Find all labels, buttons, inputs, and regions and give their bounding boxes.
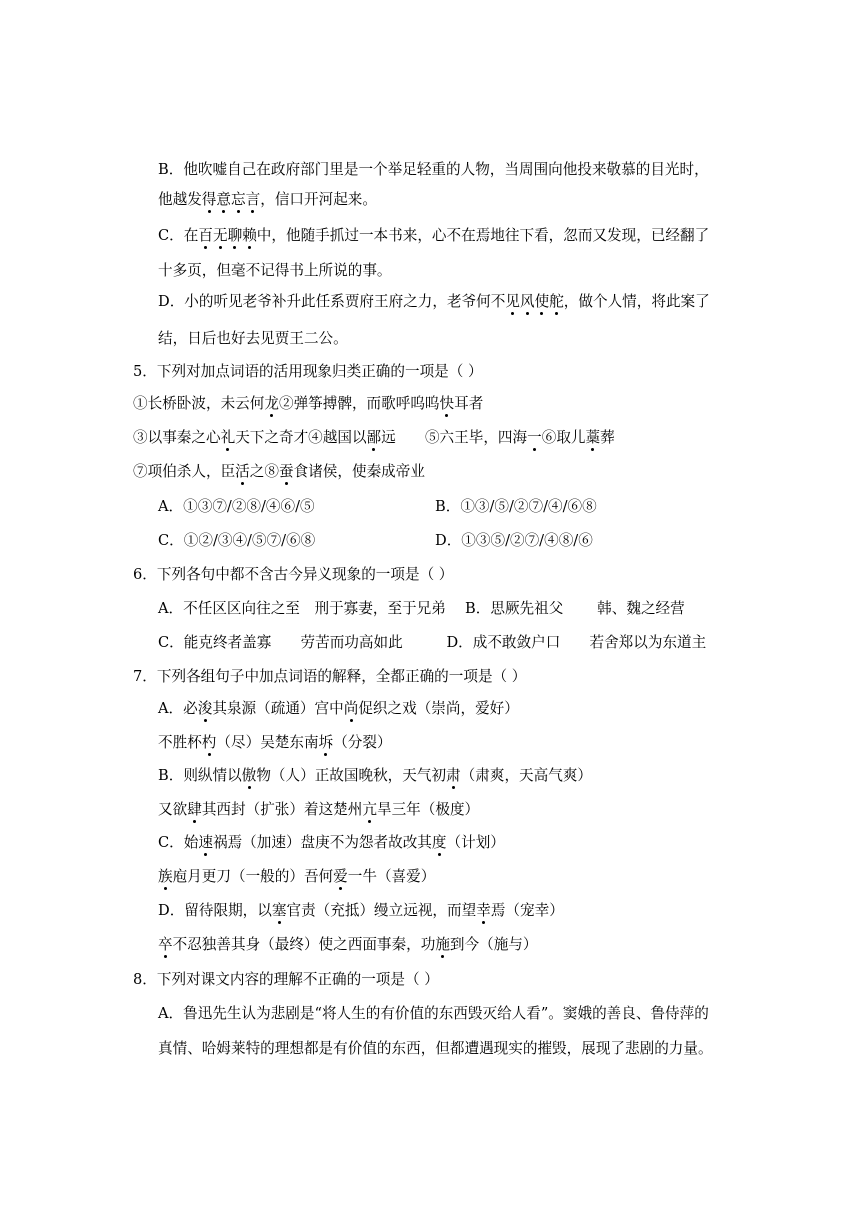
dotted-char: 礼 [220,429,236,446]
q4-option-d-line2: 结，日后也好去见贾王二公。 [158,330,348,347]
dotted-char: 忘 [231,191,246,208]
dotted-char: 坼 [318,734,334,751]
dotted-char: 使 [534,293,550,310]
dotted-char: 尚 [343,700,359,717]
dotted-char: 肆 [187,801,202,818]
dotted-char: 百 [198,227,213,244]
q4-option-b-line1: B．他吹嘘自己在政府部门里是一个举足轻重的人物，当周围向他投来敬慕的目光时， [158,161,709,178]
q7-line8: 卒不忍独善其身（最终）使之西面事秦，功施到今（施与） [158,936,538,953]
dotted-char: 活 [235,463,250,480]
dotted-char: 蚕 [278,463,294,480]
dotted-char: 幸 [476,902,491,919]
dotted-char: 快 [439,395,455,412]
q7-line5: C．始速祸焉（加速）盘庚不为怨者故改其度（计划） [158,834,505,851]
q8-option-a-line2: 真情、哈姆莱特的理想都是有价值的东西，但都遭遇现实的摧毁，展现了悲剧的力量。 [158,1040,713,1057]
q6-options-row2: C．能克终者盖寡 劳苦而功高如此 D．成不敢敛户口 若舍郑以为东道主 [158,634,707,651]
q5-option-b: B．①③/⑤/②⑦/④/⑥⑧ [435,498,597,515]
dotted-char: 聊 [227,227,243,244]
dotted-char: 爱 [333,868,348,885]
dotted-char: 见 [505,293,520,310]
dotted-char: 得 [201,191,217,208]
q7-line6: 族庖月更刀（一般的）吾何爱一牛（喜爱） [158,868,436,885]
dotted-char: 速 [198,834,213,851]
dotted-char: 言 [245,191,261,208]
dotted-char: 施 [435,936,450,953]
q6-stem: 6．下列各句中都不含古今异义现象的一项是（ ） [133,566,454,583]
dotted-char: 卒 [158,936,173,953]
q4-option-c-line2: 十多页，但毫不记得书上所说的事。 [158,262,392,279]
q5-option-c: C．①②/③④/⑤⑦/⑥⑧ [158,532,316,549]
dotted-char: 塞 [271,902,287,919]
dotted-char: 肃 [446,767,461,784]
q8-option-a-line1: A．鲁迅先生认为悲剧是“将人生的有价值的东西毁灭给人看”。窦娥的善良、鲁侍萍的 [158,1005,709,1022]
dotted-char: 鄙 [366,429,382,446]
q7-stem: 7．下列各组句子中加点词语的解释，全都正确的一项是（ ） [133,668,527,685]
q5-option-d: D．①③⑤/②⑦/④⑧/⑥ [435,532,593,549]
q7-line1: A．必浚其泉源（疏通）宫中尚促织之戏（崇尚，爱好） [158,700,519,717]
dotted-char: 度 [431,834,447,851]
q5-item-line3: ⑦项伯杀人，臣活之⑧蚕食诸侯，使秦成帝业 [133,463,425,480]
q8-stem: 8．下列对课文内容的理解不正确的一项是（ ） [133,971,439,988]
dotted-char: 杓 [201,734,217,751]
q7-line2: 不胜杯杓（尽）吴楚东南坼（分裂） [158,734,392,751]
q7-line4: 又欲肆其西封（扩张）着这楚州亢旱三年（极度） [158,801,480,818]
q5-option-a: A．①③⑦/②⑧/④⑥/⑤ [158,498,315,515]
dotted-char: 舵 [549,293,564,310]
dotted-char: 亢 [362,801,377,818]
q5-item-line2: ③以事秦之心礼天下之奇才④越国以鄙远 ⑤六王毕，四海一⑥取儿藁葬 [133,429,615,446]
q4-option-c-line1: C．在百无聊赖中，他随手抓过一本书来，心不在焉地往下看，忽而又发现，已经翻了 [158,227,710,244]
dotted-char: 藁 [585,429,601,446]
q6-options-row1: A．不任区区向往之至 刑于寡妻，至于兄弟 B．思厥先祖父 韩、魏之经营 [158,600,685,617]
q5-stem: 5．下列对加点词语的活用现象归类正确的一项是（ ） [133,363,483,380]
dotted-char: 一 [527,429,542,446]
q4-option-b-line2: 他越发得意忘言，信口开河起来。 [158,191,377,208]
dotted-char: 无 [212,227,228,244]
dotted-char: 赖 [242,227,257,244]
dotted-char: 风 [519,293,535,310]
dotted-char: 浚 [197,700,213,717]
q7-line7: D．留待限期，以塞官责（充抵）缦立远视，而望幸焉（宠幸） [158,902,564,919]
dotted-char: 意 [216,191,232,208]
q5-item-line1: ①长桥卧波，未云何龙②弹筝搏髀，而歌呼呜呜快耳者 [133,395,484,412]
dotted-char: 龙 [264,395,279,412]
q7-line3: B．则纵情以傲物（人）正故国晚秋，天气初肃（肃爽，天高气爽） [158,767,593,784]
dotted-char: 族 [158,868,173,885]
dotted-char: 傲 [241,767,257,784]
q4-option-d-line1: D．小的听见老爷补升此任系贾府王府之力，老爷何不见风使舵，做个人情，将此案了 [158,293,710,310]
